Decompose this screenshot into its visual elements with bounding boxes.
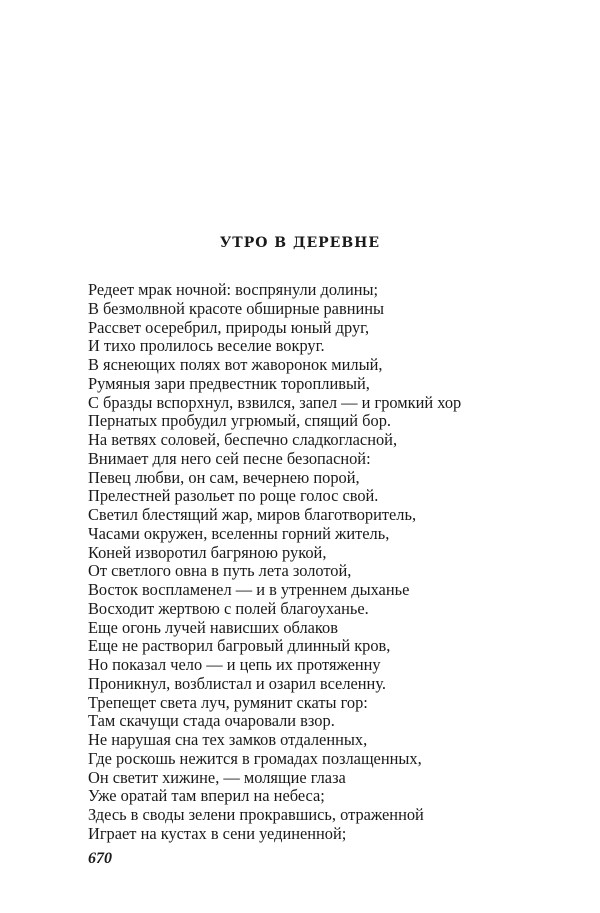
poem-line: Не нарушая сна тех замков отдаленных, [88,730,368,749]
poem-line: В яснеющих полях вот жаворонок милый, [88,355,383,374]
poem-line: Где роскошь нежится в громадах позлащенных, [88,748,422,768]
poem-line: Восток воспламенел — и в утреннем дыханье [88,580,410,599]
poem-line: Проникнул, возблистал и озарил вселенну. [88,673,386,693]
poem-line: Прелестней разольет по роще голос свой. [88,486,379,506]
poem-line: В безмолвной красоте обширные равнины [88,298,385,318]
poem-line: Он светит хижине, — молящие глаза [88,767,346,787]
poem-line: Пернатых пробудил угрюмый, спящий бор. [88,411,391,431]
poem-line: Там скачущи стада очаровали взор. [88,711,335,731]
poem-line: Восходит жертвою с полей благоуханье. [88,598,369,618]
poem-line: Еще не растворил багровый длинный кров, [88,636,391,656]
poem-line: Светил блестящий жар, миров благотворитель, [88,505,417,524]
poem-line: Уже оратай там вперил на небеса; [88,786,325,806]
poem-line: От светлого овна в путь лета золотой, [88,561,352,581]
poem-line: И тихо пролилось веселие вокруг. [88,336,325,356]
poem-line: Румяныя зари предвестник торопливый, [88,373,370,393]
poem-line: Трепещет света луч, румянит скаты гор: [88,692,368,712]
poem-line: Еще огонь лучей нависших облаков [88,617,338,637]
poem-line: Но показал чело — и цепь их протяженну [88,655,381,674]
poem-line: С бразды вспорхнул, взвился, запел — и громкий хор [88,392,462,412]
poem-line: Рассвет осеребрил, природы юный друг, [88,317,370,337]
page-number: 670 [88,850,112,867]
poem-line: Коней изворотил багряною рукой, [88,542,327,562]
poem-line: Часами окружен, вселенны горний житель, [88,523,390,543]
poem-line: Певец любви, он сам, вечернею порой, [88,467,360,487]
poem-line: Внимает для него сей песне безопасной: [88,448,371,468]
poem-line: Играет на кустах в сени уединенной; [88,823,347,843]
poem-line: Здесь в своды зелени прокравшись, отраженной [88,805,424,824]
poem-line: Редеет мрак ночной: воспрянули долины; [88,280,379,299]
poem-line: На ветвях соловей, беспечно сладкогласной, [88,430,398,449]
poem-title: УТРО В ДЕРЕВНЕ [219,235,381,251]
poem-body [88,281,508,844]
